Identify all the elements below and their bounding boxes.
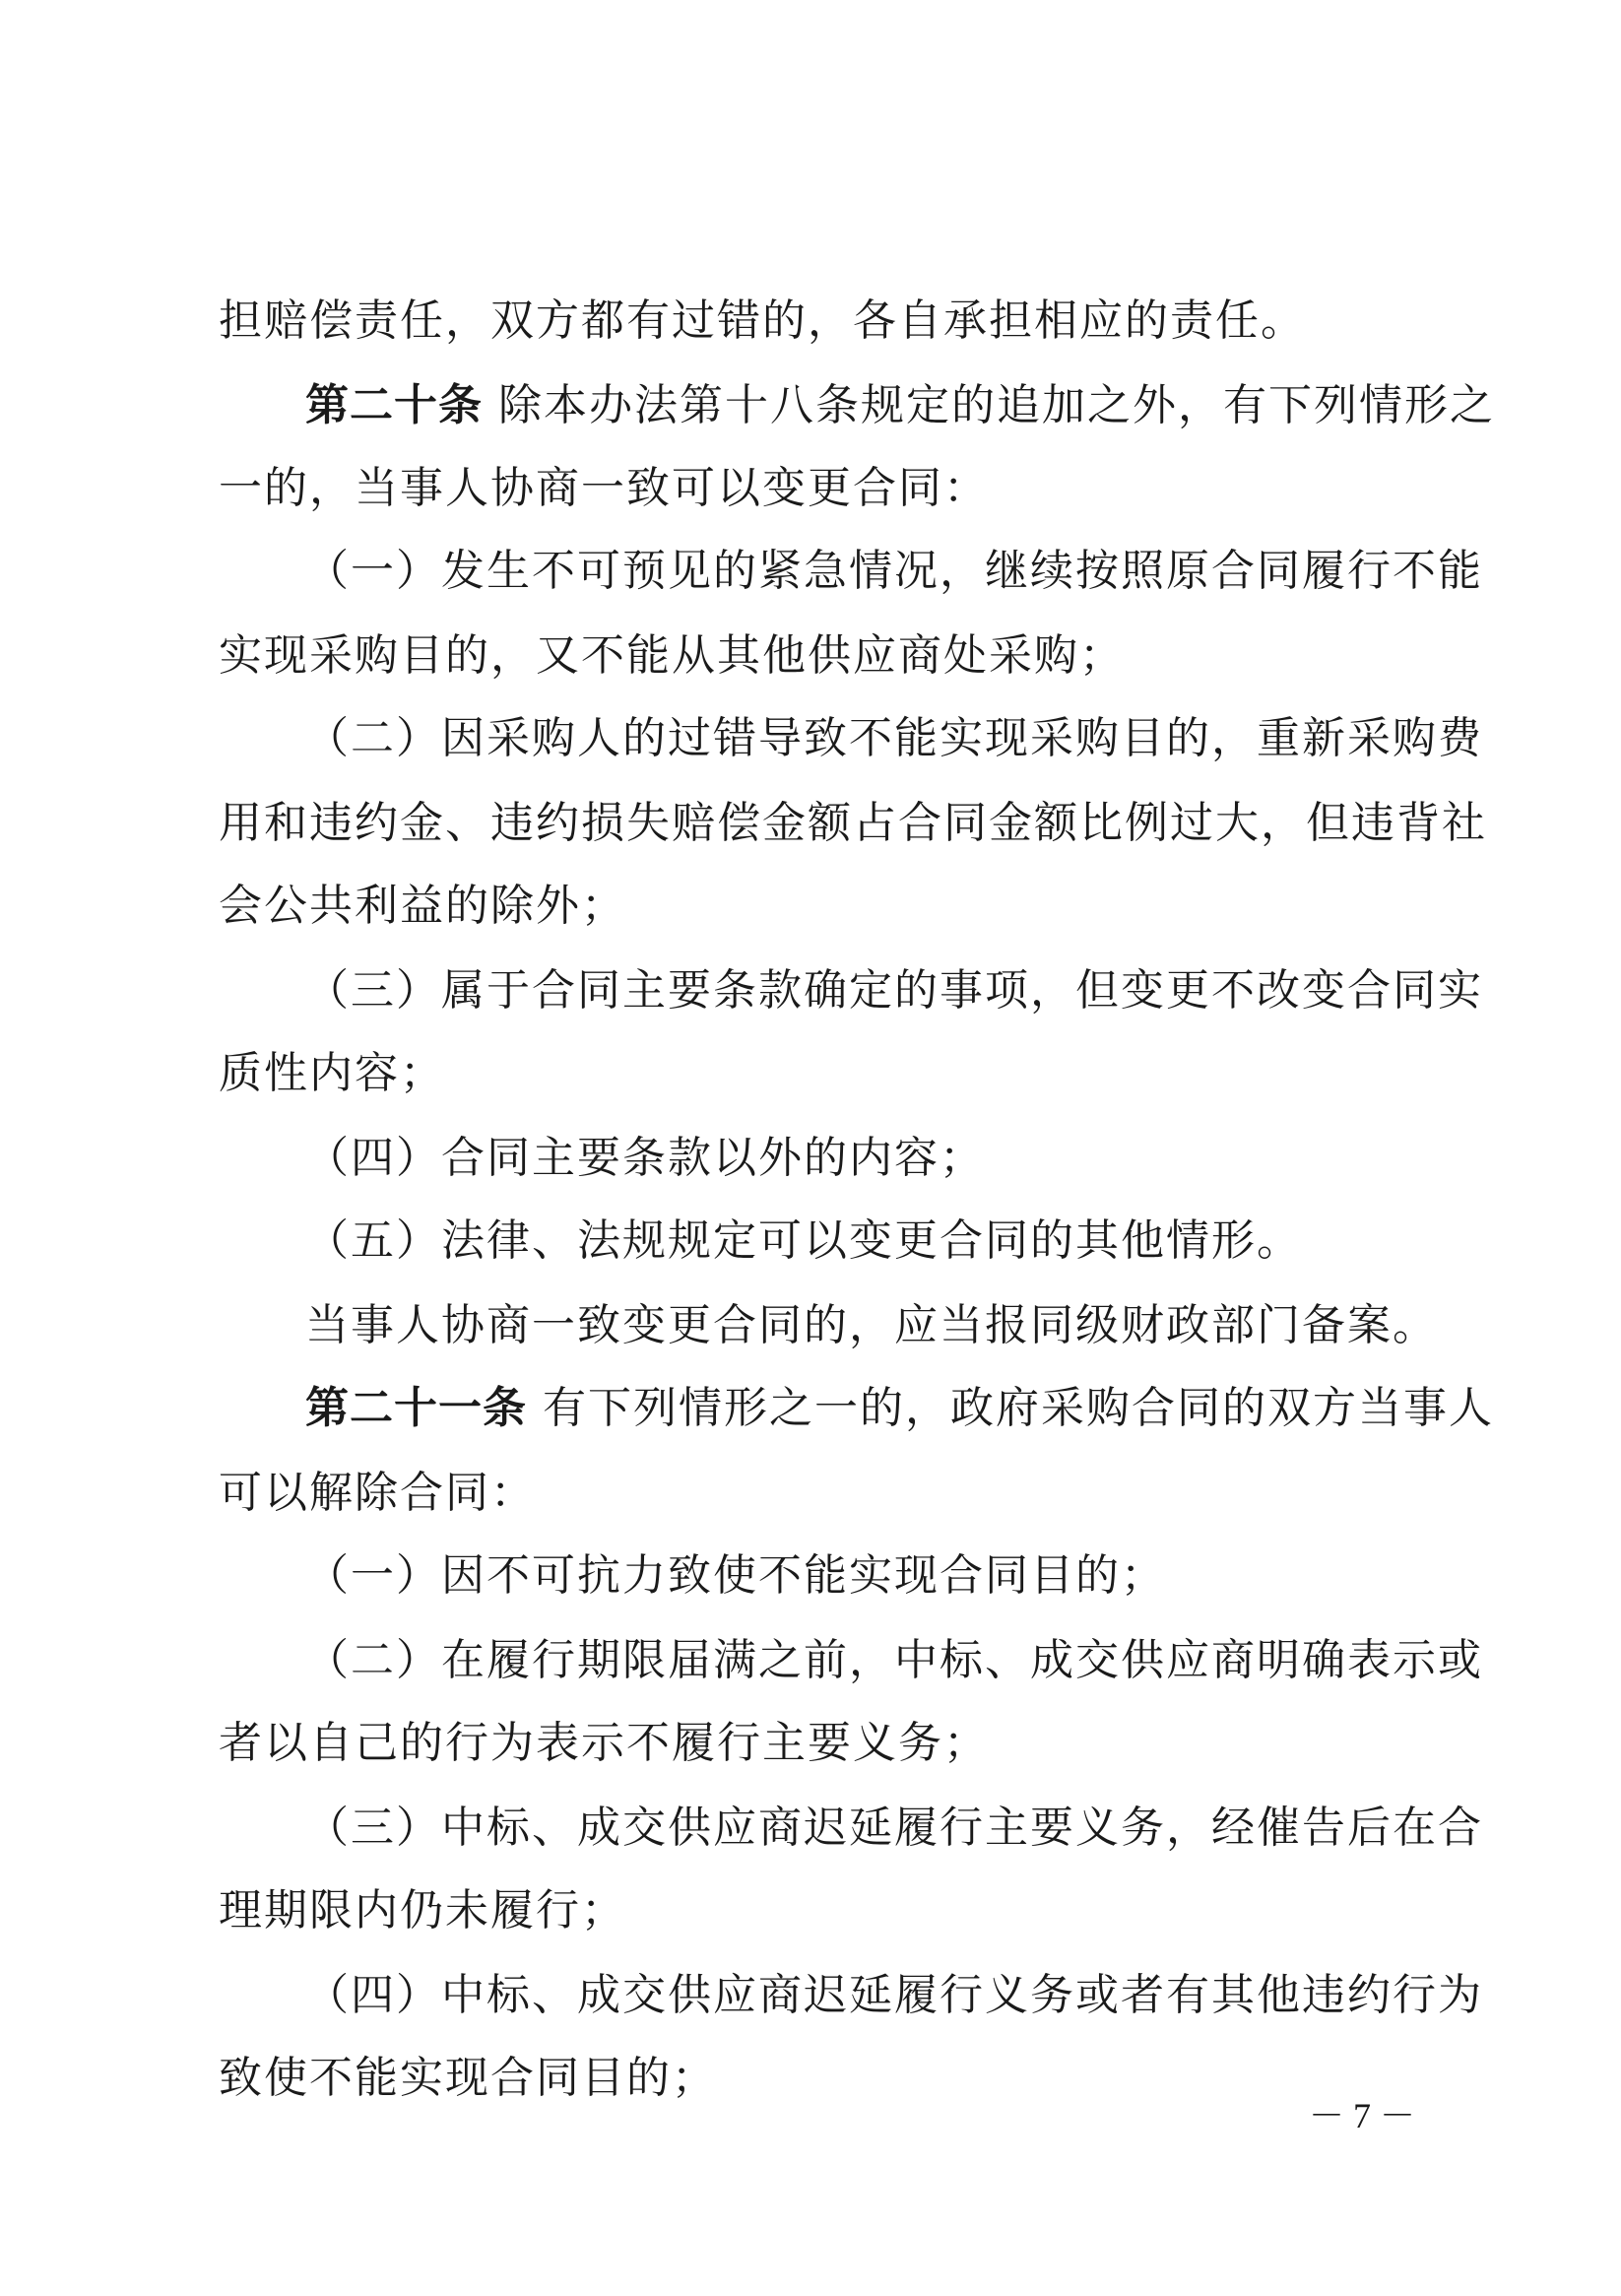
list-item-line <box>305 961 1483 1020</box>
line-text: 实现采购目的，又不能从其他供应商处采购； <box>219 630 1125 681</box>
line-text: 理期限内仍未履行； <box>219 1885 626 1935</box>
line-text: 担赔偿责任，双方都有过错的，各自承担相应的责任。 <box>219 295 1306 346</box>
list-item-line <box>305 542 1483 601</box>
list-item-line <box>305 1546 1420 1606</box>
list-item-line <box>305 709 1483 768</box>
line-text: 除本办法第十八条规定的追加之外，有下列情形之 <box>498 380 1495 430</box>
line-text: 致使不能实现合同目的； <box>219 2053 717 2103</box>
line-text: （四）中标、成交供应商迟延履行义务或者有其他违约行为 <box>305 1970 1483 2020</box>
article-number: 第二十条 <box>305 380 483 430</box>
body-line <box>219 459 1420 518</box>
page-number: － 7 － <box>1308 2096 1415 2135</box>
line-text: （四）合同主要条款以外的内容； <box>305 1133 985 1183</box>
line-text: （一）发生不可预见的紧急情况，继续按照原合同履行不能 <box>305 546 1483 596</box>
list-item-line <box>305 1212 1420 1271</box>
line-text: 用和违约金、违约损失赔偿金额占合同金额比例过大，但违背社 <box>219 798 1487 848</box>
line-text: （三）属于合同主要条款确定的事项，但变更不改变合同实 <box>305 965 1483 1016</box>
line-text: 会公共利益的除外； <box>219 881 626 931</box>
body-line <box>219 1044 1420 1103</box>
body-line <box>219 1464 1420 1523</box>
body-line <box>219 292 1420 351</box>
body-line <box>219 877 1420 936</box>
article-21-heading-line <box>305 1379 1494 1438</box>
body-line <box>219 626 1420 686</box>
line-text: 一的，当事人协商一致可以变更合同： <box>219 463 989 513</box>
list-item-line <box>305 1966 1483 2025</box>
body-line <box>305 1296 1438 1355</box>
line-text: （三）中标、成交供应商迟延履行主要义务，经催告后在合 <box>305 1803 1483 1853</box>
body-line <box>219 1714 1420 1773</box>
body-line <box>219 2049 1420 2108</box>
line-text: （二）因采购人的过错导致不能实现采购目的，重新采购费 <box>305 713 1483 763</box>
line-text: 可以解除合同： <box>219 1468 536 1518</box>
article-number: 第二十一条 <box>305 1383 527 1433</box>
line-text: （一）因不可抗力致使不能实现合同目的； <box>305 1550 1166 1601</box>
list-item-line <box>305 1631 1483 1690</box>
body-line <box>219 794 1487 853</box>
line-text: 质性内容； <box>219 1048 445 1098</box>
body-line <box>219 1881 1420 1940</box>
article-20-heading-line <box>305 376 1495 435</box>
line-text: （五）法律、法规规定可以变更合同的其他情形。 <box>305 1215 1302 1266</box>
line-text: 有下列情形之一的，政府采购合同的双方当事人 <box>543 1383 1494 1433</box>
list-item-line <box>305 1799 1483 1858</box>
line-text: 者以自己的行为表示不履行主要义务； <box>219 1718 989 1768</box>
line-text: 当事人协商一致变更合同的，应当报同级财政部门备案。 <box>305 1300 1438 1350</box>
line-text: （二）在履行期限届满之前，中标、成交供应商明确表示或 <box>305 1635 1483 1685</box>
list-item-line <box>305 1129 1420 1188</box>
